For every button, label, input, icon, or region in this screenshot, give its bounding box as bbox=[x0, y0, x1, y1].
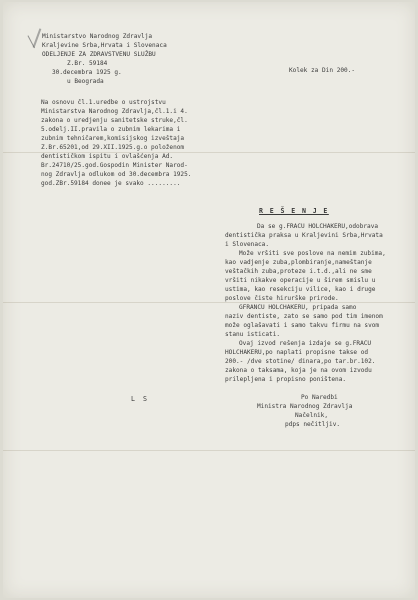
decision-line: Ovaj izvod rešenja izdaje se g.FRACU bbox=[239, 340, 372, 347]
decision-line: vršiti nikakve operacije u širem smislu u bbox=[225, 277, 376, 284]
seal-mark: L S bbox=[131, 395, 149, 403]
decision-line: HOLCHAKERU,po naplati propisne takse od bbox=[225, 349, 369, 356]
header-line: Ministarstvo Narodnog Zdravlja bbox=[42, 33, 153, 40]
decision-line: veštačkih zuba,proteze i.t.d.,ali ne sme bbox=[225, 268, 372, 275]
reference-number: Z.Br. 59184 bbox=[67, 60, 108, 67]
preamble-line: nog Zdravlja odlukom od 30.decembra 1925. bbox=[41, 171, 192, 178]
signature-line: Načelnik, bbox=[295, 412, 329, 419]
decision-line: ustima, kao resekciju vilice, kao i druge bbox=[225, 286, 376, 293]
stamp-fee: Kolek za Din 200.- bbox=[289, 67, 356, 74]
paper-fold bbox=[3, 302, 415, 303]
header-line: ODELJENJE ZA ZDRAVSTVENU SLUŽBU bbox=[42, 51, 156, 58]
decision-line: i Slovenaca. bbox=[225, 241, 270, 248]
preamble-line: Br.24710/25.god.Gospodin Minister Narod- bbox=[41, 162, 188, 169]
preamble-line: zubnim tehničarem,komisijskog izveštaja bbox=[41, 135, 185, 142]
decision-line: zakona o taksama, koja je na ovom izvodu bbox=[225, 367, 372, 374]
signature-line: Ministra Narodnog Zdravlja bbox=[257, 403, 353, 410]
decision-line: Da se g.FRACU HOLCHAKERU,odobrava bbox=[257, 223, 379, 230]
preamble-line: dentističkom ispitu i ovlašćenja Ad. bbox=[41, 153, 174, 160]
signature-line: pdps nečitljiv. bbox=[285, 421, 341, 428]
decision-line: GFRANCU HOLCHAKERU, pripada samo bbox=[239, 304, 357, 311]
document-page bbox=[3, 2, 415, 598]
preamble-line: zakona o uredjenju sanitetske struke,čl. bbox=[41, 117, 188, 124]
preamble-line: Na osnovu čl.1.uredbe o ustrojstvu bbox=[41, 99, 166, 106]
decision-line: Može vršiti sve poslove na nemim zubima, bbox=[239, 250, 386, 257]
decision-line: može oglašavati i samo takvu firmu na svom bbox=[225, 322, 380, 329]
signature-line: Po Naredbi bbox=[301, 394, 338, 401]
paper-fold bbox=[3, 450, 415, 451]
header-date: 30.decembra 1925 g. bbox=[52, 69, 122, 76]
header-place: u Beograda bbox=[67, 78, 104, 85]
decision-line: naziv dentiste, zato se samo pod tim imenom bbox=[225, 313, 383, 320]
preamble-line: Z.Br.65201,od 29.XII.1925.g.o položenom bbox=[41, 144, 185, 151]
preamble-line: Ministarstva Narodnog Zdravlja,čl.1.i 4. bbox=[41, 108, 188, 115]
preamble-line: god.ZBr.59184 donee je svako ......... bbox=[41, 180, 181, 187]
decision-line: kao vadjenje zuba,plombiranje,nameštanje bbox=[225, 259, 372, 266]
decision-line: prilepljena i propisno poništena. bbox=[225, 376, 347, 383]
decision-line: stanu isticati. bbox=[225, 331, 281, 338]
decision-title: R E Š E N J E bbox=[259, 207, 329, 215]
decision-line: 200.- /dve stotine/ dinara,po tar.br.102. bbox=[225, 358, 376, 365]
decision-line: poslove čiste hirurške prirode. bbox=[225, 295, 339, 302]
header-line: Kraljevine Srba,Hrvata i Slovenaca bbox=[42, 42, 167, 49]
preamble-line: 5.odelj.II.pravila o zubnim lekarima i bbox=[41, 126, 181, 133]
decision-line: dentistička praksa u Kraljevini Srba,Hrvata bbox=[225, 232, 383, 239]
